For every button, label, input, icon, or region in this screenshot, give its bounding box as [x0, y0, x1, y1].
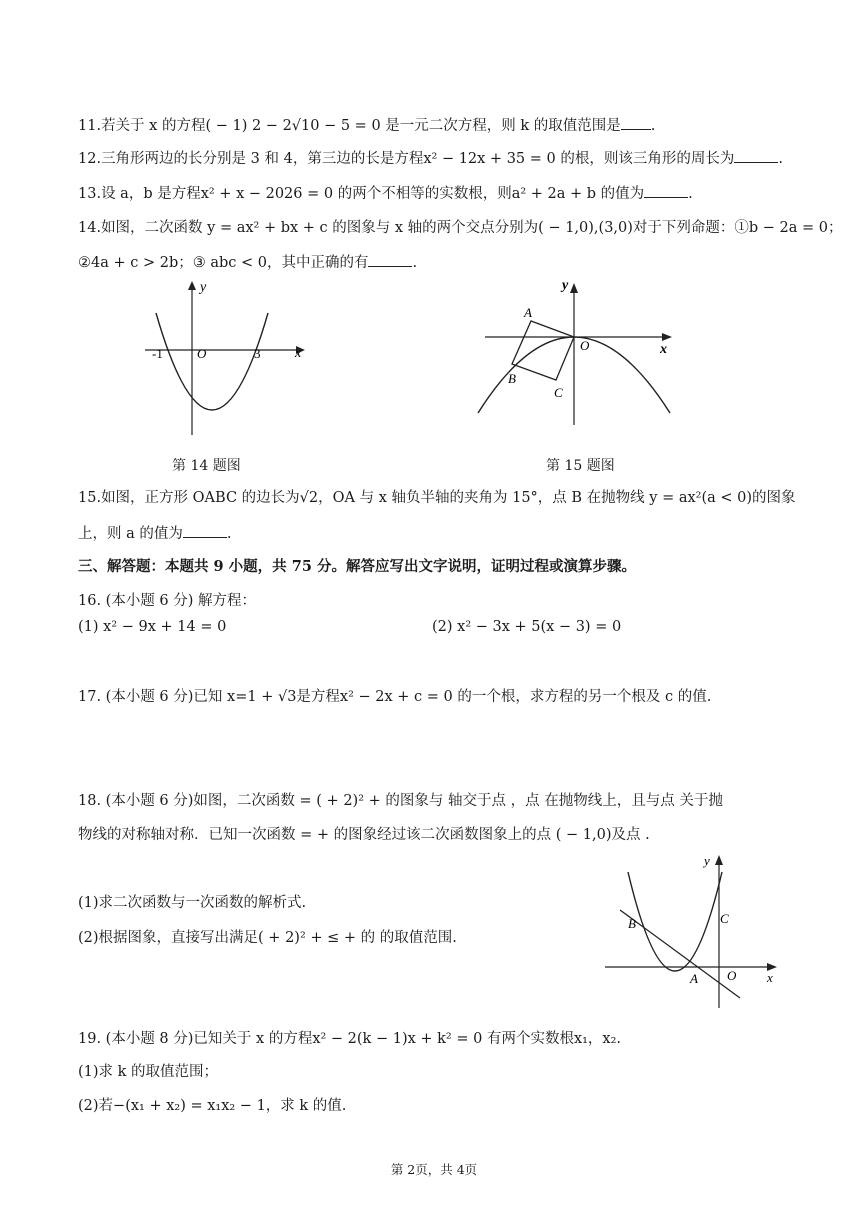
point-A-label: A — [524, 305, 532, 320]
x-label: x — [767, 970, 773, 985]
question-12: 12.三角形两边的长分别是 3 和 4，第三边的长是方程x² − 12x + 35 = 0 的根，则该三角形的周长为 . — [78, 147, 783, 169]
question-18-line-1: 18. (本小题 6 分)如图，二次函数 = ( + 2)² + 的图象与 轴交于点 ，点 在抛物线上，且与点 关于抛 — [78, 793, 723, 809]
question-text: 如图，正方形 OABC 的边长为√2，OA 与 x 轴负半轴的夹角为 15°，点 B 在抛物线 y = ax²(a < 0)的图象 — [101, 490, 796, 506]
origin-label: O — [727, 968, 737, 983]
question-18-part-2: (2)根据图象，直接写出满足( + 2)² + ≤ + 的 的取值范围. — [78, 930, 457, 946]
answer-blank[interactable] — [368, 251, 412, 267]
question-14-line-2: ②4a + c > 2b；③ abc < 0，其中正确的有 . — [78, 251, 417, 273]
figure-14-graph — [140, 275, 320, 445]
question-number: 14. — [78, 220, 102, 236]
point-C-label: C — [554, 385, 563, 400]
question-15-line-1 — [78, 488, 796, 508]
y-label: y — [704, 853, 710, 868]
section-heading: 三、解答题：本题共 9 小题，共 75 分。解答应写出文字说明，证明过程或演算步骤。 — [78, 558, 636, 575]
point-C-label: C — [720, 911, 729, 926]
question-text: 如图，二次函数 y = ax² + bx + c 的图象与 x 轴的两个交点分别为( − 1,0),(3,0)对于下列命题：①b − 2a = 0； — [101, 220, 843, 236]
question-number: 12. — [78, 151, 102, 167]
question-text: 设 a，b 是方程x² + x − 2026 = 0 的两个不相等的实数根，则a² + 2a + b 的值为 — [101, 186, 645, 202]
tick-label-3: 3 — [254, 346, 261, 361]
question-18-line-2: 物线的对称轴对称．已知一次函数 = + 的图象经过该二次函数图象上的点 ( − 1,0)及点 . — [78, 827, 650, 843]
question-19-part-1: (1)求 k 的取值范围； — [78, 1064, 219, 1080]
question-number: 15. — [78, 490, 102, 506]
answer-blank[interactable] — [621, 114, 651, 130]
x-label: x — [295, 346, 302, 361]
parabola — [628, 872, 722, 971]
tick-label-neg1: -1 — [152, 346, 163, 361]
x-label: x — [660, 342, 667, 357]
square-OABC — [512, 321, 574, 380]
figure-15-caption: 第 15 题图 — [546, 458, 615, 474]
answer-blank[interactable] — [644, 182, 688, 198]
point-B-label: B — [628, 916, 636, 931]
parabola — [156, 313, 268, 410]
y-label: y — [562, 278, 569, 293]
question-19-part-2: (2)若−(x₁ + x₂) = x₁x₂ − 1，求 k 的值. — [78, 1098, 347, 1114]
origin-label: O — [197, 346, 207, 361]
question-text: 若关于 x 的方程( − 1) 2 − 2√10 − 5 = 0 是一元二次方程，则 k 的取值范围是 — [101, 118, 621, 134]
question-19-head: 19. (本小题 8 分)已知关于 x 的方程x² − 2(k − 1)x + k² = 0 有两个实数根x₁，x₂. — [78, 1031, 622, 1047]
figure-14-caption: 第 14 题图 — [172, 458, 241, 474]
page-footer: 第 2页，共 4页 — [390, 1162, 478, 1177]
question-14-line-1 — [78, 218, 843, 238]
question-number: 13. — [78, 186, 102, 202]
origin-label: O — [580, 338, 590, 353]
y-label: y — [200, 280, 207, 295]
figure-18-graph — [600, 850, 790, 1015]
question-18-part-1: (1)求二次函数与一次函数的解析式. — [78, 895, 307, 911]
point-B-label: B — [508, 371, 516, 386]
question-16-part-2: (2) x² − 3x + 5(x − 3) = 0 — [432, 619, 622, 635]
y-axis-arrow — [188, 281, 196, 290]
question-text: 三角形两边的长分别是 3 和 4，第三边的长是方程x² − 12x + 35 = 0 的根，则该三角形的周长为 — [101, 151, 735, 167]
point-A-label: A — [690, 971, 698, 986]
y-axis-arrow — [715, 855, 723, 865]
question-text: ②4a + c > 2b；③ abc < 0，其中正确的有 — [78, 255, 369, 271]
question-17: 17. (本小题 6 分)已知 x=1 + √3是方程x² − 2x + c = 0 的一个根，求方程的另一个根及 c 的值. — [78, 689, 712, 705]
answer-blank[interactable] — [183, 522, 227, 538]
question-16-head: 16. (本小题 6 分) 解方程： — [78, 593, 257, 609]
question-11: 11.若关于 x 的方程( − 1) 2 − 2√10 − 5 = 0 是一元二次方程，则 k 的取值范围是 . — [78, 114, 655, 136]
question-number: 11. — [78, 118, 102, 134]
y-axis-arrow — [570, 283, 578, 293]
x-axis-arrow — [662, 333, 672, 341]
answer-blank[interactable] — [734, 147, 778, 163]
question-13: 13.设 a，b 是方程x² + x − 2026 = 0 的两个不相等的实数根，则a² + 2a + b 的值为 . — [78, 182, 693, 204]
question-text: 上，则 a 的值为 — [78, 526, 183, 542]
question-16-part-1: (1) x² − 9x + 14 = 0 — [78, 619, 227, 635]
figure-15-graph — [470, 275, 690, 430]
question-15-line-2: 上，则 a 的值为 . — [78, 522, 231, 544]
